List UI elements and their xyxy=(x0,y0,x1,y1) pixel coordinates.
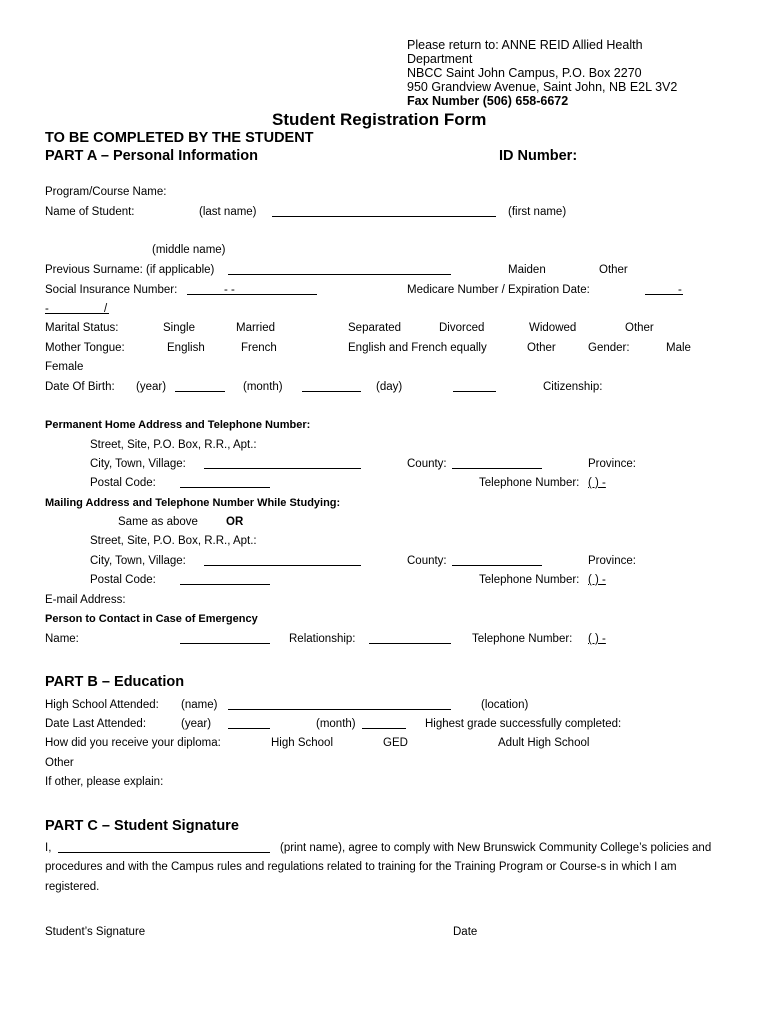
dob-day-field[interactable] xyxy=(453,391,496,392)
emergency-relationship-field[interactable] xyxy=(369,643,451,644)
mail-province-label: Province: xyxy=(588,555,636,567)
medicare-label: Medicare Number / Expiration Date: xyxy=(407,284,590,296)
last-month-label: (month) xyxy=(316,718,356,730)
last-name-field[interactable] xyxy=(272,216,496,217)
marital-status-label: Marital Status: xyxy=(45,322,119,334)
dob-day-label: (day) xyxy=(376,381,403,393)
perm-postal-label: Postal Code: xyxy=(90,477,156,489)
program-label: Program/Course Name: xyxy=(45,186,167,198)
tongue-both[interactable]: English and French equally xyxy=(348,342,487,354)
mail-city-label: City, Town, Village: xyxy=(90,555,186,567)
or-label: OR xyxy=(226,516,244,528)
agreement-i: I, xyxy=(45,842,52,854)
marital-other[interactable]: Other xyxy=(625,322,654,334)
medicare-cont-dash: - xyxy=(45,303,49,315)
mail-city-field[interactable] xyxy=(204,565,361,566)
marital-divorced[interactable]: Divorced xyxy=(439,322,485,334)
mother-tongue-label: Mother Tongue: xyxy=(45,342,125,354)
perm-city-label: City, Town, Village: xyxy=(90,458,186,470)
return-address-line2: Department xyxy=(407,52,473,66)
student-signature-label: Student’s Signature xyxy=(45,926,146,938)
diploma-label: How did you receive your diploma: xyxy=(45,737,221,749)
other-explain-label: If other, please explain: xyxy=(45,776,164,788)
maiden-option[interactable]: Maiden xyxy=(508,264,546,276)
emergency-telephone-field[interactable]: ( ) - xyxy=(588,633,606,645)
marital-widowed[interactable]: Widowed xyxy=(529,322,577,334)
sin-label: Social Insurance Number: xyxy=(45,284,178,296)
first-name-label: (first name) xyxy=(508,206,567,218)
fax-number: Fax Number (506) 658-6672 xyxy=(407,94,569,108)
mail-street-label: Street, Site, P.O. Box, R.R., Apt.: xyxy=(90,535,257,547)
part-c-heading: PART C – Student Signature xyxy=(45,818,239,834)
student-name-label: Name of Student: xyxy=(45,206,135,218)
mail-postal-label: Postal Code: xyxy=(90,574,156,586)
diploma-high-school[interactable]: High School xyxy=(271,737,334,749)
permanent-address-heading: Permanent Home Address and Telephone Number: xyxy=(45,419,311,431)
return-address-line1: Please return to: ANNE REID Allied Health xyxy=(407,38,643,52)
emergency-contact-heading: Person to Contact in Case of Emergency xyxy=(45,613,258,625)
gender-female[interactable]: Female xyxy=(45,361,84,373)
sin-dashes: - - xyxy=(224,284,235,296)
medicare-slash: / xyxy=(104,303,108,315)
dob-month-label: (month) xyxy=(243,381,283,393)
sin-field[interactable] xyxy=(187,294,317,295)
perm-telephone-field[interactable]: ( ) - xyxy=(588,477,606,489)
high-school-label: High School Attended: xyxy=(45,699,159,711)
agreement-line1: (print name), agree to comply with New Brunswick Community College’s policies and xyxy=(280,842,712,854)
mail-county-field[interactable] xyxy=(452,565,542,566)
hs-location-label: (location) xyxy=(481,699,529,711)
gender-label: Gender: xyxy=(588,342,630,354)
hs-name-label: (name) xyxy=(181,699,218,711)
return-address-line4: 950 Grandview Avenue, Saint John, NB E2L 3V2 xyxy=(407,80,678,94)
perm-province-label: Province: xyxy=(588,458,636,470)
emergency-relationship-label: Relationship: xyxy=(289,633,356,645)
last-year-label: (year) xyxy=(181,718,212,730)
agreement-line2: procedures and with the Campus rules and regulations related to training for the Training Program or Course-s in which I am xyxy=(45,861,677,873)
mail-telephone-label: Telephone Number: xyxy=(479,574,580,586)
gender-male[interactable]: Male xyxy=(666,342,691,354)
emergency-telephone-label: Telephone Number: xyxy=(472,633,573,645)
diploma-other[interactable]: Other xyxy=(45,757,74,769)
part-a-heading: PART A – Personal Information xyxy=(45,148,258,164)
marital-married[interactable]: Married xyxy=(236,322,275,334)
agreement-line3: registered. xyxy=(45,881,100,893)
date-label: Date xyxy=(453,926,478,938)
perm-street-label: Street, Site, P.O. Box, R.R., Apt.: xyxy=(90,439,257,451)
mail-telephone-field[interactable]: ( ) - xyxy=(588,574,606,586)
tongue-other[interactable]: Other xyxy=(527,342,556,354)
id-number-label: ID Number: xyxy=(499,148,578,164)
last-month-field[interactable] xyxy=(362,728,406,729)
other-surname-option[interactable]: Other xyxy=(599,264,628,276)
form-title: Student Registration Form xyxy=(272,110,487,129)
perm-postal-field[interactable] xyxy=(180,487,270,488)
marital-single[interactable]: Single xyxy=(163,322,195,334)
date-last-attended-label: Date Last Attended: xyxy=(45,718,147,730)
mail-postal-field[interactable] xyxy=(180,584,270,585)
hs-name-field[interactable] xyxy=(228,709,451,710)
print-name-field[interactable] xyxy=(58,852,270,853)
medicare-expiry-field[interactable] xyxy=(45,313,109,314)
emergency-name-field[interactable] xyxy=(180,643,270,644)
perm-county-field[interactable] xyxy=(452,468,542,469)
emergency-name-label: Name: xyxy=(45,633,79,645)
form-subtitle: TO BE COMPLETED BY THE STUDENT xyxy=(45,130,314,146)
perm-county-label: County: xyxy=(407,458,447,470)
dob-label: Date Of Birth: xyxy=(45,381,115,393)
tongue-french[interactable]: French xyxy=(241,342,277,354)
middle-name-label: (middle name) xyxy=(152,244,226,256)
mail-county-label: County: xyxy=(407,555,447,567)
return-address-line3: NBCC Saint John Campus, P.O. Box 2270 xyxy=(407,66,642,80)
last-name-label: (last name) xyxy=(199,206,257,218)
previous-surname-field[interactable] xyxy=(228,274,451,275)
same-as-above-option[interactable]: Same as above xyxy=(118,516,198,528)
dob-year-label: (year) xyxy=(136,381,167,393)
dob-year-field[interactable] xyxy=(175,391,225,392)
highest-grade-label: Highest grade successfully completed: xyxy=(425,718,622,730)
last-year-field[interactable] xyxy=(228,728,270,729)
diploma-adult-high-school[interactable]: Adult High School xyxy=(498,737,590,749)
email-label: E-mail Address: xyxy=(45,594,126,606)
dob-month-field[interactable] xyxy=(302,391,361,392)
mailing-address-heading: Mailing Address and Telephone Number While Studying: xyxy=(45,497,341,509)
tongue-english[interactable]: English xyxy=(167,342,205,354)
medicare-dash: - xyxy=(678,284,682,296)
perm-city-field[interactable] xyxy=(204,468,361,469)
perm-telephone-label: Telephone Number: xyxy=(479,477,580,489)
marital-separated[interactable]: Separated xyxy=(348,322,402,334)
citizenship-label: Citizenship: xyxy=(543,381,603,393)
previous-surname-label: Previous Surname: (if applicable) xyxy=(45,264,215,276)
part-b-heading: PART B – Education xyxy=(45,674,185,690)
diploma-ged[interactable]: GED xyxy=(383,737,408,749)
